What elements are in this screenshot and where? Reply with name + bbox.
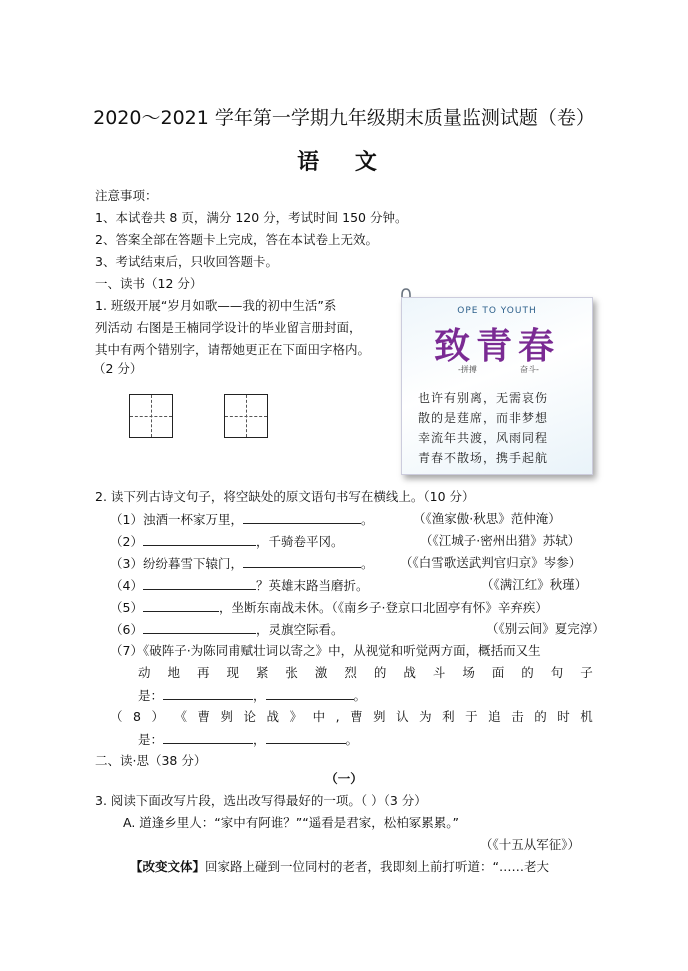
justified-char: ） <box>151 709 164 724</box>
justified-char: 刿 <box>220 709 234 724</box>
justified-char: 子 <box>580 665 593 680</box>
answer-blank[interactable] <box>163 687 253 700</box>
justified-char: （ <box>110 709 123 724</box>
poster-poem <box>418 388 548 468</box>
q2-item: （5） ，坐断东南战未休。（《南乡子·登京口北固亭有怀》辛弃疾） <box>110 600 548 615</box>
q3-option-a-source: （《十五从军征》） <box>480 837 581 852</box>
q3-option-a: A. 道逢乡里人：“家中有阿谁？”“遥看是君家，松柏冢累累。” <box>123 815 459 830</box>
justified-char: 战 <box>403 665 416 680</box>
poster-tag: 奋斗- <box>520 365 539 374</box>
justified-char: 的 <box>373 665 387 680</box>
poster-title: 致青春 <box>433 325 560 367</box>
justified-char: 机 <box>580 709 593 724</box>
poster-tag: -拼搏 <box>458 365 477 374</box>
justified-char: 激 <box>314 665 328 680</box>
rewrite-label: 【改变文体】 <box>130 859 206 874</box>
justified-char: 认 <box>396 709 409 724</box>
q1-score: （2 分） <box>93 361 143 376</box>
justified-char: 面 <box>491 665 505 680</box>
justified-char: 于 <box>465 709 478 724</box>
part-heading: （一） <box>325 771 363 786</box>
justified-char: 现 <box>226 665 239 680</box>
notes-heading: 注意事项： <box>95 188 158 203</box>
q2-item7-justified-line <box>138 665 593 681</box>
justified-char: 8 <box>133 709 141 724</box>
justified-char: 张 <box>285 665 298 680</box>
justified-char: 斗 <box>432 665 446 680</box>
q2-stem: 2. 读下列古诗文句子，将空缺处的原文语句书写在横线上。（10 分） <box>95 489 475 504</box>
justified-char: 利 <box>442 709 455 724</box>
poem-line: 也许有别离，无需哀伤 <box>418 391 549 405</box>
rewrite-text: 回家路上碰到一位同村的老者，我即刻上前打听道：“……老大 <box>205 859 549 874</box>
answer-blank[interactable] <box>266 731 346 744</box>
justified-char: 》 <box>289 709 303 724</box>
answer-blank[interactable] <box>243 511 361 524</box>
justified-char: 句 <box>550 665 564 680</box>
justified-char: 《 <box>174 709 187 724</box>
note-item: 3、考试结束后，只收回答题卡。 <box>95 254 278 269</box>
answer-blank[interactable] <box>143 621 256 634</box>
q2-item7-answer: 是： ， 。 <box>138 688 367 703</box>
justified-char: 刿 <box>373 709 386 724</box>
section-heading: 二、读·思（38 分） <box>95 753 207 768</box>
q2-source: （《别云间》夏完淳） <box>486 621 605 636</box>
q1-text: 列活动 右图是王楠同学设计的毕业留言册封面， <box>95 320 362 335</box>
justified-char: 时 <box>557 709 570 724</box>
q2-item: （3）纷纷暮雪下辕门， 。 <box>110 556 374 571</box>
q2-item: （6） ，灵旗空际看。 <box>110 622 344 637</box>
justified-char: 战 <box>266 709 280 724</box>
answer-blank[interactable] <box>266 687 354 700</box>
q2-item8-answer: 是： ， 。 <box>138 732 359 747</box>
justified-char: 曹 <box>350 709 363 724</box>
justified-char: 烈 <box>344 665 357 680</box>
poem-line: 散的是莛席，而非梦想 <box>418 411 549 425</box>
q1-text: 1. 班级开展“岁月如歌——我的初中生活”系 <box>95 298 337 313</box>
justified-char: 动 <box>138 665 151 680</box>
q2-item: （2） ，千骑卷平冈。 <box>110 534 344 549</box>
justified-char: 中 <box>312 709 326 724</box>
subject-title: 语 文 <box>297 150 391 175</box>
justified-char: 论 <box>243 709 257 724</box>
tianzi-grid-box[interactable] <box>224 394 268 438</box>
justified-char: , <box>335 709 340 724</box>
tianzi-grid-box[interactable] <box>129 394 173 438</box>
justified-char: 击 <box>511 709 524 724</box>
note-item: 1、本试卷共 8 页，满分 120 分，考试时间 150 分钟。 <box>95 210 408 225</box>
q3-rewrite <box>130 859 549 875</box>
justified-char: 再 <box>196 665 210 680</box>
q3-stem: 3. 阅读下面改写片段，选出改写得最好的一项。（ ）（3 分） <box>95 793 427 808</box>
poem-line: 幸流年共渡，风雨同程 <box>418 431 549 445</box>
q2-source: （《满江红》秋瑾） <box>481 577 588 592</box>
justified-char: 的 <box>534 709 547 724</box>
poem-line: 青春不散场，携手起航 <box>418 451 549 465</box>
answer-blank[interactable] <box>243 555 361 568</box>
q2-source: （《白雪歌送武判官归京》岑参） <box>400 555 582 570</box>
justified-char: 地 <box>167 665 180 680</box>
section-heading: 一、读书（12 分） <box>95 276 203 291</box>
q2-item8-justified-line <box>110 709 593 725</box>
justified-char: 的 <box>521 665 534 680</box>
poster-top-text: OPE TO YOUTH <box>457 306 537 316</box>
justified-char: 紧 <box>255 665 269 680</box>
answer-blank[interactable] <box>143 599 219 612</box>
note-item: 2、答案全部在答题卡上完成，答在本试卷上无效。 <box>95 232 378 247</box>
exam-title: 2020～2021 学年第一学期九年级期末质量监测试题（卷） <box>93 107 595 129</box>
justified-char: 曹 <box>197 709 211 724</box>
q2-source: （《渔家傲·秋思》范仲淹） <box>413 511 561 526</box>
answer-blank[interactable] <box>143 533 256 546</box>
q1-text: 其中有两个错别字，请帮她更正在下面田字格内。 <box>95 342 371 357</box>
q2-item7: （7）《破阵子·为陈同甫赋壮词以寄之》中，从视觉和听觉两方面，概括而又生 <box>110 643 541 658</box>
justified-char: 为 <box>419 709 432 724</box>
justified-char: 场 <box>462 665 475 680</box>
q2-item: （4） ？英雄末路当磨折。 <box>110 578 369 593</box>
justified-char: 追 <box>488 709 501 724</box>
q2-item: （1）浊酒一杯家万里， 。 <box>110 512 374 527</box>
q2-source: （《江城子·密州出猎》苏轼） <box>420 533 581 548</box>
poster-card <box>401 297 593 475</box>
answer-blank[interactable] <box>143 577 256 590</box>
answer-blank[interactable] <box>163 731 253 744</box>
